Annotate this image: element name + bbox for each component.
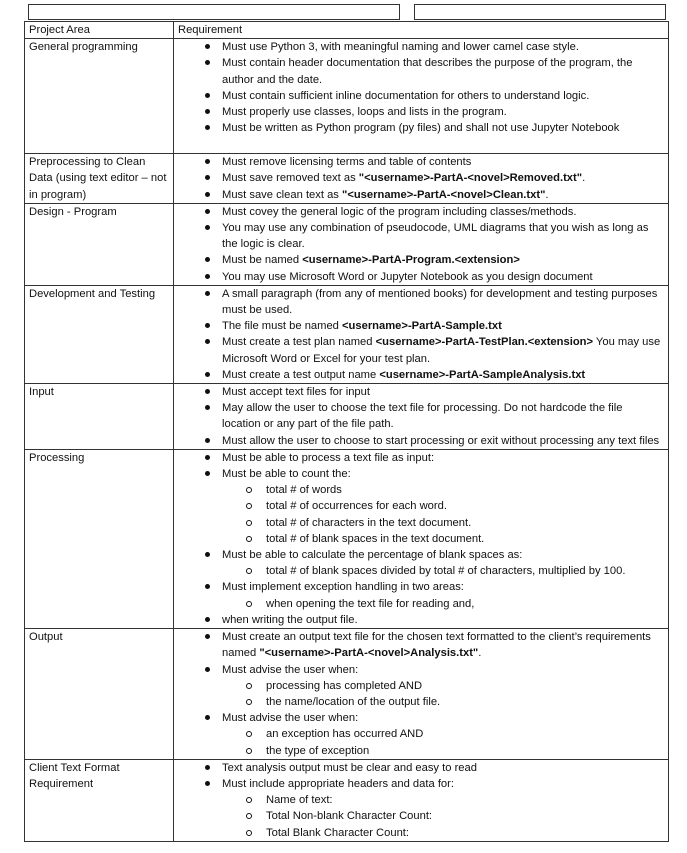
list-item: Must accept text files for input [178,384,664,400]
requirement-cell [174,285,669,383]
list-item: The file must be named <username>-PartA-Sample.txt [178,318,664,334]
list-item: Must create an output text file for the chosen text formatted to the client’s requirements named "<username>-PartA-<novel>Analysis.txt". [178,629,664,661]
list-item: Must be able to calculate the percentage of blank spaces as: [178,547,664,563]
table-row [25,449,669,628]
project-area-cell: Input [25,384,174,450]
list-item: Must create a test output name <username>-PartA-SampleAnalysis.txt [178,367,664,383]
requirement-cell [174,449,669,628]
list-item: Name of text: [178,792,664,808]
list-item: Must covey the general logic of the program including classes/methods. [178,204,664,220]
list-item: Must be able to count the: [178,466,664,482]
project-area-cell: Processing [25,449,174,628]
list-item: Must advise the user when: [178,662,664,678]
list-item: total # of blank spaces divided by total # of characters, multiplied by 100. [178,563,664,579]
list-item: Must advise the user when: [178,710,664,726]
list-item: Must contain sufficient inline documentation for others to understand logic. [178,88,664,104]
header-row [25,22,669,39]
table-row [25,154,669,204]
list-item: an exception has occurred AND [178,726,664,742]
list-item: total # of blank spaces in the text document. [178,531,664,547]
column-header-requirement: Requirement [174,22,669,39]
header-box-right [414,4,666,20]
list-item: the type of exception [178,743,664,759]
list-item: when writing the output file. [178,612,664,628]
list-item: total # of occurrences for each word. [178,498,664,514]
list-item: Must be able to process a text file as input: [178,450,664,466]
list-item: May allow the user to choose the text file for processing. Do not hardcode the file location or any part of the file path. [178,400,664,432]
requirement-cell [174,759,669,841]
list-item: Must contain header documentation that describes the purpose of the program, the author and the date. [178,55,664,87]
list-item: Must be written as Python program (py files) and shall not use Jupyter Notebook [178,120,664,136]
list-item: Must implement exception handling in two areas: [178,579,664,595]
requirement-cell [174,154,669,204]
list-item: Must save removed text as "<username>-PartA-<novel>Removed.txt". [178,170,664,186]
list-item: Must use Python 3, with meaningful naming and lower camel case style. [178,39,664,55]
header-box-left [28,4,400,20]
table-row [25,285,669,383]
project-area-cell: Output [25,629,174,760]
list-item: Must properly use classes, loops and lists in the program. [178,104,664,120]
column-header-project-area: Project Area [25,22,174,39]
list-item: total # of words [178,482,664,498]
list-item: Total Blank Character Count: [178,825,664,841]
list-item: Must include appropriate headers and data for: [178,776,664,792]
list-item: Must allow the user to choose to start processing or exit without processing any text files [178,433,664,449]
list-item: Must create a test plan named <username>-PartA-TestPlan.<extension> You may use Microsoft Word or Excel for your test plan. [178,334,664,366]
requirement-cell [174,384,669,450]
list-item: You may use Microsoft Word or Jupyter Notebook as you design document [178,269,664,285]
list-item: Must save clean text as "<username>-PartA-<novel>Clean.txt". [178,187,664,203]
list-item: processing has completed AND [178,678,664,694]
list-item: the name/location of the output file. [178,694,664,710]
list-item: Text analysis output must be clear and easy to read [178,760,664,776]
list-item: total # of characters in the text document. [178,515,664,531]
table-row [25,203,669,285]
project-area-cell: Design - Program [25,203,174,285]
list-item: Must remove licensing terms and table of contents [178,154,664,170]
table-row [25,384,669,450]
table-row [25,39,669,154]
list-item: You may use any combination of pseudocode, UML diagrams that you wish as long as the logic is clear. [178,220,664,252]
project-area-cell: Development and Testing [25,285,174,383]
table-row [25,759,669,841]
requirement-cell [174,203,669,285]
requirements-table [24,21,669,842]
list-item: when opening the text file for reading and, [178,596,664,612]
requirement-cell [174,39,669,154]
list-item: A small paragraph (from any of mentioned books) for development and testing purposes must be used. [178,286,664,318]
project-area-cell: Client Text Format Requirement [25,759,174,841]
requirement-cell [174,629,669,760]
table-row [25,629,669,760]
list-item: Total Non-blank Character Count: [178,808,664,824]
list-item: Must be named <username>-PartA-Program.<extension> [178,252,664,268]
project-area-cell: Preprocessing to Clean Data (using text editor – not in program) [25,154,174,204]
project-area-cell: General programming [25,39,174,154]
